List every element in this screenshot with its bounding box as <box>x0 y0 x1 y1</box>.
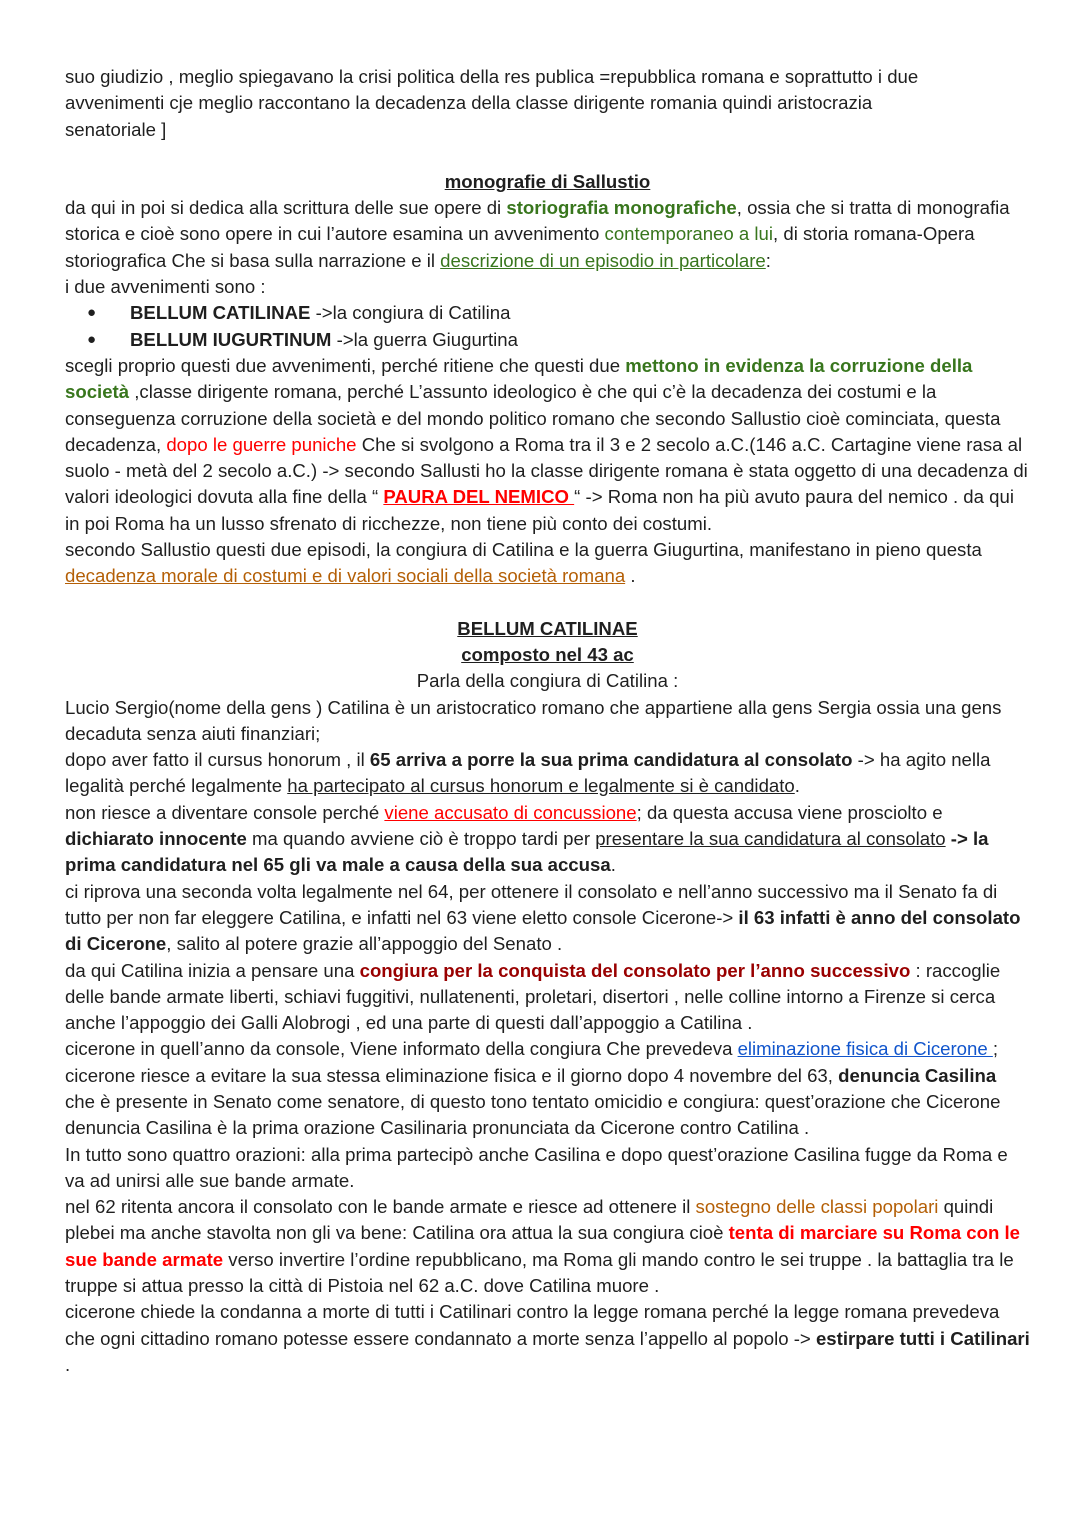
highlight-paura-del-nemico: PAURA DEL NEMICO <box>383 486 575 508</box>
monografie-paragraph-2: i due avvenimenti sono : <box>65 276 266 298</box>
section-title-monografie: monografie di Sallustio <box>444 170 651 192</box>
highlight-decadenza: decadenza morale di costumi e di valori sociali della società romana <box>65 565 626 587</box>
intro-paragraph <box>65 64 1030 143</box>
highlight-descrizione: descrizione di un episodio in particolare <box>440 249 766 271</box>
list-item: ● BELLUM CATILINAE ->la congiura di Catilina <box>65 300 1030 326</box>
highlight-concussione: viene accusato di concussione <box>384 801 637 823</box>
avvenimenti-list <box>65 300 1030 353</box>
highlight-congiura: congiura per la conquista del consolato per l’anno successivo <box>359 959 911 981</box>
section-title-catilinae: BELLUM CATILINAE <box>457 617 638 639</box>
monografie-paragraph-3: scegli proprio questi due avvenimenti, perché ritiene che questi due mettono in evidenza la corruzione della società ,classe dirigente romana, perché L’assunto ideologico è che qui c’è la decadenza dei costumi e la conseguenza corruzione della società e del mondo politico romano che secondo Sallustio cioè cominciata, questa decadenza, dopo le guerre puniche Che si svolgono a Roma tra il 3 e 2 secolo a.C.(146 a.C. Cartagine viene rasa al suolo - metà del 2 secolo a.C.) -> secondo Sallusti ho la classe dirigente romana è stata oggetto di una decadenza di valori ideologici dovuta alla fine della “ PAURA DEL NEMICO “ -> Roma non ha più avuto paura del nemico . da qui in poi Roma ha un lusso sfrenato di ricchezze, non tiene più conto dei costumi. <box>65 354 1028 534</box>
catilinae-paragraph-7: In tutto sono quattro orazioni: alla prima partecipò anche Casilina e dopo quest’orazione Casilina fugge da Roma e va ad unirsi alle sue bande armate. <box>65 1143 1008 1191</box>
highlight-corruzione: mettono in evidenza la corruzione della società <box>65 354 973 403</box>
catilinae-paragraph-5: da qui Catilina inizia a pensare una congiura per la conquista del consolato per l’anno successivo : raccoglie delle bande armate liberti, schiavi fuggitivi, nullatenenti, proletari, disertori , nelle colline intorno a Firenze si cerca anche l’appoggio dei Galli Alobrogi , ed una parte di questi dall’appoggio a Catilina . <box>65 959 1001 1034</box>
highlight-contemporaneo: contemporaneo a lui <box>604 223 774 245</box>
intro-line: suo giudizio , meglio spiegavano la crisi politica della res publica =repubblica romana e soprattutto i due <box>65 66 919 87</box>
list-item: ● BELLUM IUGURTINUM ->la guerra Giugurtina <box>65 327 1030 353</box>
catilinae-paragraph-2: dopo aver fatto il cursus honorum , il 65 arriva a porre la sua prima candidatura al consolato -> ha agito nella legalità perché legalmente ha partecipato al cursus honorum e legalmente si è candidato. <box>65 749 991 797</box>
highlight-marciare: tenta di marciare su Roma con le sue bande armate <box>65 1222 1021 1270</box>
document-page <box>65 64 1030 1378</box>
highlight-guerre-puniche: dopo le guerre puniche <box>166 433 357 455</box>
catilinae-paragraph-4: ci riprova una seconda volta legalmente nel 64, per ottenere il consolato e nell’anno successivo ma il Senato fa di tutto per non far eleggere Catilina, e infatti nel 63 viene eletto console Cicerone-> il 63 infatti è anno del consolato di Cicerone, salito al potere grazie all’appoggio del Senato . <box>65 880 1021 955</box>
monografie-paragraph-4: secondo Sallustio questi due episodi, la congiura di Catilina e la guerra Giugurtina, manifestano in pieno questa decadenza morale di costumi e di valori sociali della società romana . <box>65 539 982 587</box>
highlight-sostegno: sostegno delle classi popolari <box>695 1196 939 1218</box>
catilinae-paragraph-6: cicerone in quell’anno da console, Viene informato della congiura Che prevedeva eliminazione fisica di Cicerone ; cicerone riesce a evitare la sua stessa eliminazione fisica e il giorno dopo 4 novembre del 63, denuncia Casilina che è presente in Senato come senatore, di questo tono tentato omicidio e congiura: quest’orazione che Cicerone denuncia Casilina è la prima orazione Casilinaria pronunciata da Cicerone contro Catilina . <box>65 1038 1001 1139</box>
catilinae-paragraph-1: Lucio Sergio(nome della gens ) Catilina è un aristocratico romano che appartiene alla gens Sergia ossia una gens decaduta senza aiuti finanziari; <box>65 696 1002 744</box>
catilinae-paragraph-9: cicerone chiede la condanna a morte di tutti i Catilinari contro la legge romana perché la legge romana prevedeva che ogni cittadino romano potesse essere condannato a morte senza l’appello al popolo -> estirpare tutti i Catilinari . <box>65 1301 1030 1375</box>
intro-line: avvenimenti cje meglio raccontano la decadenza della classe dirigente romania quindi aristocrazia <box>65 92 873 114</box>
section-caption: Parla della congiura di Catilina : <box>416 670 679 692</box>
section-subtitle: composto nel 43 ac <box>461 643 634 665</box>
intro-line: senatoriale ] <box>65 118 167 140</box>
highlight-storiografia: storiografia monografiche <box>506 197 737 219</box>
catilinae-paragraph-3: non riesce a diventare console perché viene accusato di concussione; da questa accusa viene prosciolto e dichiarato innocente ma quando avviene ciò è troppo tardi per presentare la sua candidatura al consolato -> la prima candidatura nel 65 gli va male a causa della sua accusa. <box>65 801 989 876</box>
catilinae-paragraph-8: nel 62 ritenta ancora il consolato con le bande armate e riesce ad ottenere il sostegno delle classi popolari quindi plebei ma anche stavolta non gli va bene: Catilina ora attua la sua congiura cioè tenta di marciare su Roma con le sue bande armate verso invertire l’ordine repubblicano, ma Roma gli mando contro le sei truppe . la battaglia tra le truppe si attua presso la città di Pistoia nel 62 a.C. dove Catilina muore . <box>65 1196 1021 1297</box>
monografie-paragraph-1: da qui in poi si dedica alla scrittura delle sue opere di storiografia monografiche, ossia che si tratta di monografia storica e cioè sono opere in cui l’autore esamina un avvenimento contemporaneo a lui, di storia romana-Opera storiografica Che si basa sulla narrazione e il descrizione di un episodio in particolare: <box>65 197 1010 271</box>
link-eliminazione-fisica[interactable]: eliminazione fisica di Cicerone <box>737 1038 993 1060</box>
